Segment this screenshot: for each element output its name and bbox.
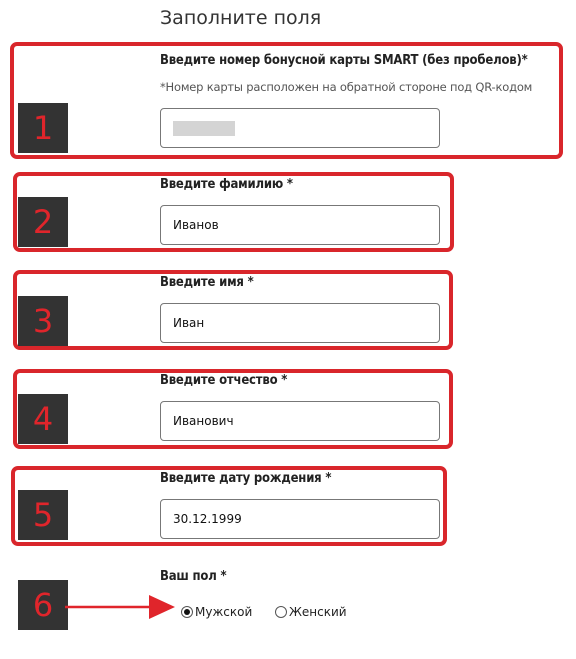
card-number-input[interactable] <box>160 108 440 148</box>
male-radio-button[interactable] <box>181 606 193 618</box>
first-name-input[interactable]: Иван <box>160 303 440 343</box>
step-badge-5: 5 <box>18 490 68 540</box>
step-badge-6: 6 <box>18 580 68 630</box>
card-number-hint: *Номер карты расположен на обратной стороне под QR-кодом <box>160 80 533 94</box>
birth-date-label: Введите дату рождения * <box>160 471 332 486</box>
arrow-right-icon <box>65 592 177 622</box>
step-badge-1: 1 <box>18 103 68 153</box>
radio-selected-dot <box>184 609 190 615</box>
first-name-label: Введите имя * <box>160 275 254 290</box>
step-badge-2: 2 <box>18 197 68 247</box>
step-badge-4: 4 <box>18 394 68 444</box>
female-option-label: Женский <box>289 605 347 619</box>
page-title: Заполните поля <box>160 7 322 29</box>
gender-option-female[interactable] <box>275 605 347 619</box>
patronymic-input[interactable]: Иванович <box>160 401 440 441</box>
step-badge-3: 3 <box>18 296 68 346</box>
male-option-label: Мужской <box>195 605 253 619</box>
surname-label: Введите фамилию * <box>160 177 293 192</box>
female-radio-button[interactable] <box>275 606 287 618</box>
redacted-card-number <box>173 121 235 136</box>
gender-label: Ваш пол * <box>160 569 227 584</box>
birth-date-input[interactable]: 30.12.1999 <box>160 499 440 539</box>
patronymic-label: Введите отчество * <box>160 373 288 388</box>
card-number-label: Введите номер бонусной карты SMART (без пробелов)* <box>160 53 528 68</box>
gender-option-male[interactable] <box>181 605 252 619</box>
surname-input[interactable]: Иванов <box>160 205 440 245</box>
